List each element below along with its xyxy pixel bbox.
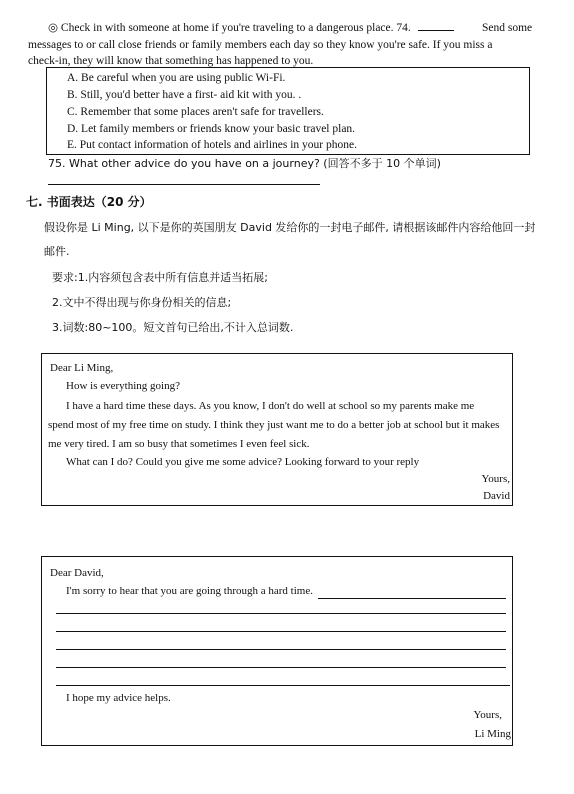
reply-greeting: Dear David,: [50, 567, 104, 579]
letter-paragraph-2a: I have a hard time these days. As you know, I don't do well at school so my parents make me: [66, 400, 475, 412]
option-d: D. Let family members or friends know your basic travel plan.: [67, 123, 356, 135]
prompt-line-2: 邮件.: [44, 245, 70, 258]
writing-line-5[interactable]: [56, 685, 510, 686]
requirement-1: 要求:1.内容须包含表中所有信息并适当拓展;: [52, 271, 268, 284]
reply-signature: Li Ming: [474, 728, 511, 740]
answer-blank-74[interactable]: [418, 21, 454, 31]
option-c: C. Remember that some places aren't safe for travellers.: [67, 106, 324, 118]
tip-line-2: messages to or call close friends or family members each day so they know you're safe. If you miss a: [28, 39, 493, 51]
letter-paragraph-3: What can I do? Could you give me some advice? Looking forward to your reply: [66, 456, 420, 468]
circle-bullet-icon: ◎: [48, 22, 59, 34]
reply-opening: I'm sorry to hear that you are going through a hard time.: [66, 585, 313, 597]
writing-line-1[interactable]: [56, 613, 506, 614]
writing-line-0[interactable]: [318, 598, 506, 599]
reply-ending: I hope my advice helps.: [66, 692, 171, 704]
answer-line-75[interactable]: [48, 184, 320, 185]
letter-paragraph-2c: me very tired. I am so busy that sometimes I even feel sick.: [48, 438, 310, 450]
david-letter-box: [41, 353, 513, 506]
tip-line-1: [48, 21, 458, 35]
reply-closing: Yours,: [473, 709, 502, 721]
writing-line-3[interactable]: [56, 649, 506, 650]
letter-paragraph-2b: spend most of my free time on study. I think they just want me to do a better job at school but it makes: [48, 419, 500, 431]
letter-signature: David: [483, 490, 510, 502]
options-box: [46, 67, 530, 155]
letter-closing: Yours,: [481, 473, 510, 485]
option-a: A. Be careful when you are using public Wi-Fi.: [67, 72, 286, 84]
option-e: E. Put contact information of hotels and airlines in your phone.: [67, 139, 357, 151]
requirement-3: 3.词数:80~100。短文首句已给出,不计入总词数.: [52, 321, 294, 334]
writing-line-2[interactable]: [56, 631, 506, 632]
option-b: B. Still, you'd better have a first- aid kit with you. .: [67, 89, 302, 101]
reply-letter-box: [41, 556, 513, 746]
tip-text-1b: Send some: [482, 22, 533, 34]
tip-text-1: Check in with someone at home if you're traveling to a dangerous place. 74.: [60, 22, 411, 34]
tip-line-3: check-in, they will know that something has happened to you.: [28, 55, 314, 67]
section-7-heading: 七. 书面表达（20 分）: [26, 195, 152, 209]
writing-line-4[interactable]: [56, 667, 506, 668]
requirement-2: 2.文中不得出现与你身份相关的信息;: [52, 296, 232, 309]
question-75: 75. What other advice do you have on a journey? (回答不多于 10 个单词): [48, 157, 441, 170]
prompt-line-1: 假设你是 Li Ming, 以下是你的英国朋友 David 发给你的一封电子邮件, 请根据该邮件内容给他回一封: [44, 221, 536, 234]
letter-paragraph-1: How is everything going?: [66, 380, 180, 392]
letter-greeting: Dear Li Ming,: [50, 362, 114, 374]
